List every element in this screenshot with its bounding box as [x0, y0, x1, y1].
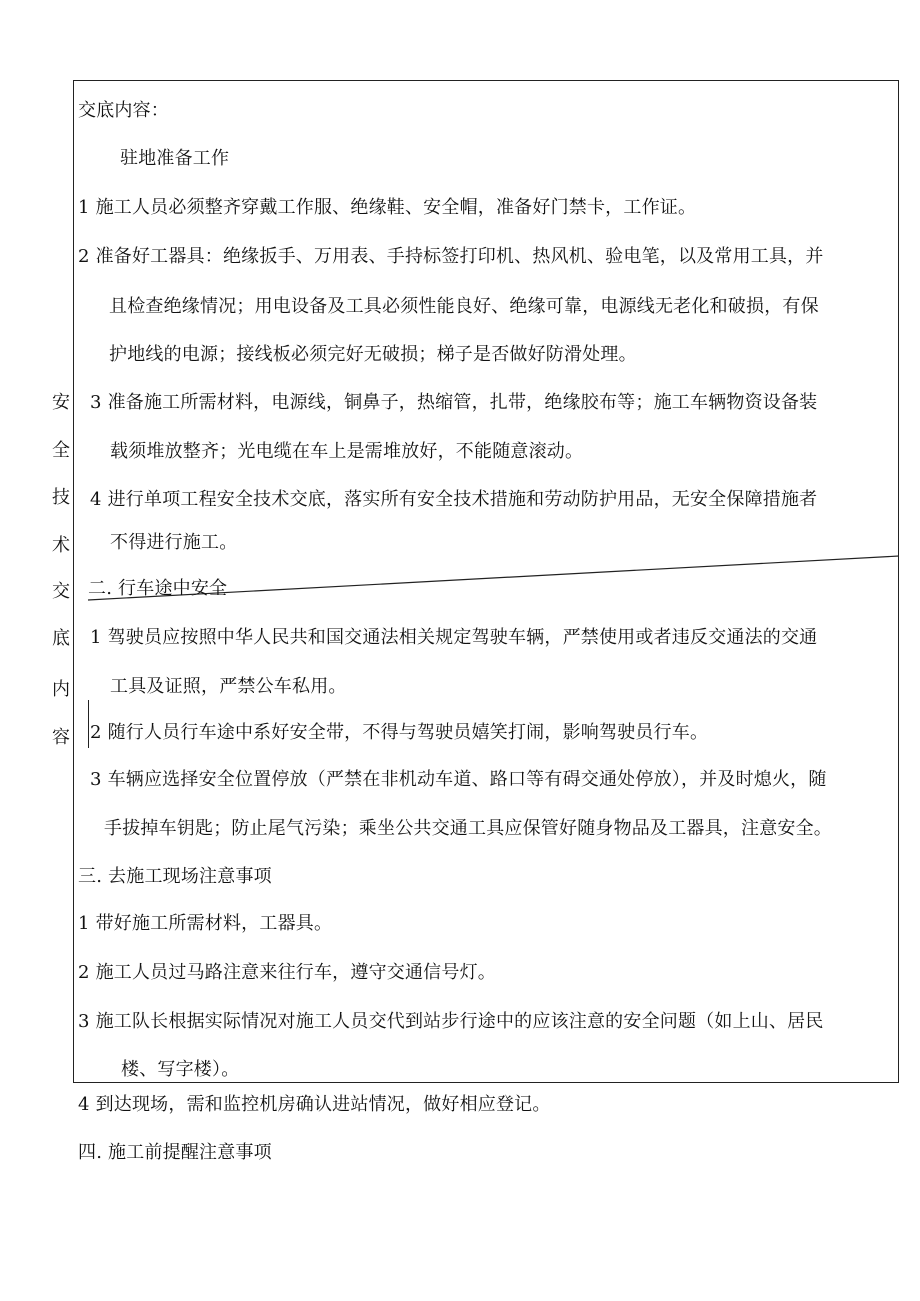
- line-11: 工具及证照，严禁公车私用。: [110, 676, 347, 697]
- line-4: 护地线的电源；接线板必须完好无破损；梯子是否做好防滑处理。: [109, 344, 637, 365]
- section-header: 交底内容：: [78, 100, 169, 121]
- line-8: 不得进行施工。: [110, 532, 238, 553]
- side-char-7: 内: [52, 679, 70, 700]
- line-14: 手拔掉车钥匙；防止尾气污染；乘坐公共交通工具应保管好随身物品及工器具，注意安全。: [104, 818, 832, 839]
- line-19: 楼、写字楼）。: [121, 1059, 240, 1080]
- subheading-prep: 驻地准备工作: [120, 148, 230, 169]
- line-5: 3 准备施工所需材料，电源线，铜鼻子，热缩管，扎带，绝缘胶布等；施工车辆物资设备装: [90, 392, 818, 413]
- side-char-8: 容: [52, 727, 70, 748]
- line-12: 2 随行人员行车途中系好安全带，不得与驾驶员嬉笑打闹，影响驾驶员行车。: [90, 722, 709, 743]
- line-6: 载须堆放整齐；光电缆在车上是需堆放好，不能随意滚动。: [110, 441, 584, 462]
- line-7: 4 进行单项工程安全技术交底，落实所有安全技术措施和劳动防护用品，无安全保障措施者: [90, 489, 818, 510]
- line-10: 1 驾驶员应按照中华人民共和国交通法相关规定驾驶车辆，严禁使用或者违反交通法的交通: [90, 627, 818, 648]
- line-2: 2 准备好工器具：绝缘扳手、万用表、手持标签打印机、热风机、验电笔，以及常用工具，并: [78, 246, 824, 267]
- side-char-1: 安: [52, 392, 70, 413]
- line-20: 4 到达现场，需和监控机房确认进站情况，做好相应登记。: [78, 1094, 551, 1115]
- line-16: 1 带好施工所需材料，工器具。: [78, 913, 333, 934]
- line-1: 1 施工人员必须整齐穿戴工作服、绝缘鞋、安全帽，准备好门禁卡，工作证。: [78, 197, 697, 218]
- section-3-title: 三. 去施工现场注意事项: [78, 866, 272, 887]
- line-3: 且检查绝缘情况；用电设备及工具必须性能良好、绝缘可靠，电源线无老化和破损，有保: [109, 296, 819, 317]
- line-18: 3 施工队长根据实际情况对施工人员交代到站步行途中的应该注意的安全问题（如上山、居民: [78, 1011, 824, 1032]
- line-13: 3 车辆应选择安全位置停放（严禁在非机动车道、路口等有碍交通处停放），并及时熄火，随: [90, 769, 827, 790]
- section-4-title: 四. 施工前提醒注意事项: [78, 1142, 272, 1163]
- side-char-4: 术: [52, 535, 70, 556]
- side-char-5: 交: [52, 581, 70, 602]
- side-char-3: 技: [52, 487, 70, 508]
- side-char-2: 全: [52, 440, 70, 461]
- side-char-6: 底: [52, 628, 70, 649]
- line-17: 2 施工人员过马路注意来往行车，遵守交通信号灯。: [78, 962, 496, 983]
- section-2-title: 二. 行车途中安全: [88, 578, 228, 599]
